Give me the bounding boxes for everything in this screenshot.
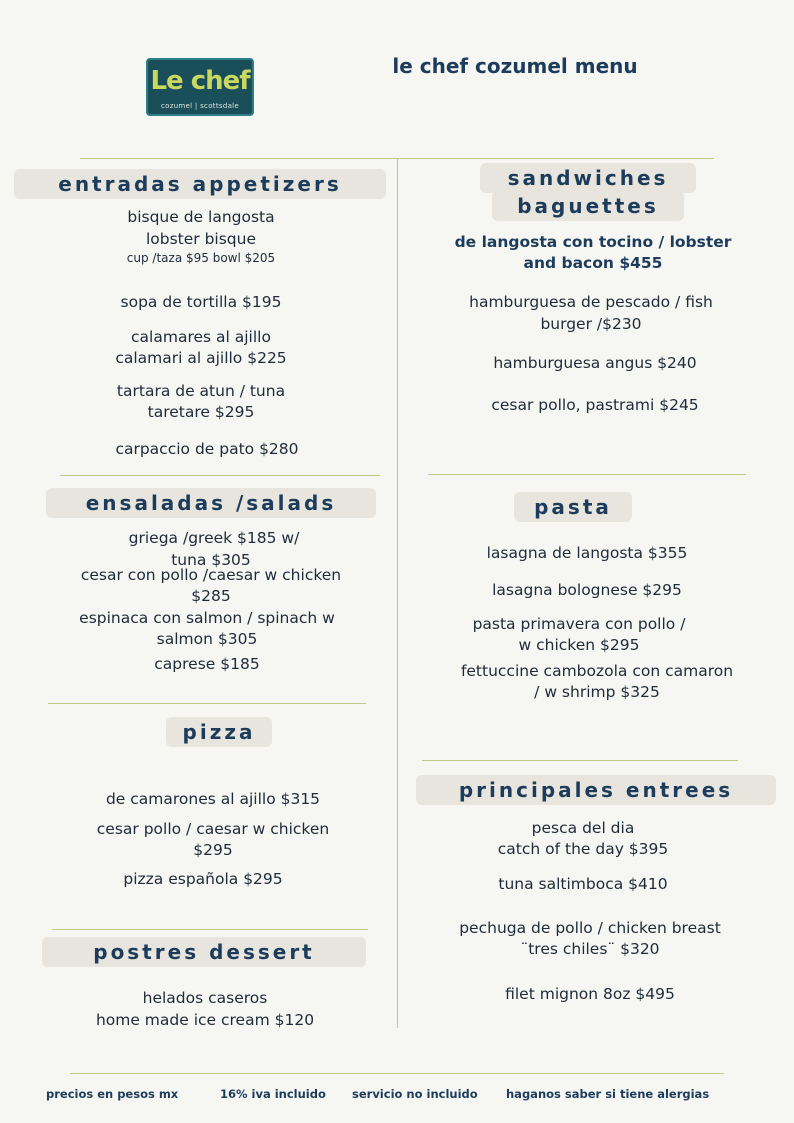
section-heading-ensaladas: ensaladas /salads [46,488,376,518]
menu-item: tuna $305 [171,551,251,569]
column-divider [397,158,398,1028]
menu-item: $285 [191,587,231,605]
menu-item: catch of the day $395 [497,840,669,858]
footer-tax-note: 16% iva incluido [220,1087,326,1101]
logo-subtitle: cozumel | scottsdale [160,102,240,110]
logo [146,58,254,116]
menu-item: tartara de atun / tuna [116,382,286,400]
section-heading-entradas: entradas appetizers [14,169,386,199]
menu-item: cesar pollo / caesar w chicken [96,820,330,838]
footer-allergy-note: haganos saber si tiene alergias [506,1087,710,1101]
menu-item: cesar con pollo /caesar w chicken [80,566,342,584]
footer-service-note: servicio no incluido [352,1087,478,1101]
section-heading-principales: principales entrees [416,775,776,805]
menu-item: salmon $305 [156,630,258,648]
menu-item: lobster bisque [145,230,257,248]
menu-item: $295 [193,841,233,859]
menu-item: tuna saltimboca $410 [498,875,668,893]
menu-item: ¨tres chiles¨ $320 [520,940,660,958]
section-heading-postres: postres dessert [42,937,366,967]
bottom-divider [70,1073,724,1074]
featured-menu-item: de langosta con tocino / lobster [454,233,732,251]
menu-item: taretare $295 [147,403,255,421]
menu-item: lasagna de langosta $355 [486,544,688,562]
menu-item: pizza española $295 [123,870,283,888]
divider-left-1 [60,475,380,476]
menu-item: cesar pollo, pastrami $245 [491,396,699,414]
section-heading-sandwiches: sandwiches [480,163,696,193]
menu-item: calamari al ajillo $225 [115,349,287,367]
menu-item: caprese $185 [154,655,260,673]
divider-right-2 [422,760,738,761]
menu-item: fettuccine cambozola con camaron [460,662,734,680]
menu-item: lasagna bolognese $295 [492,581,682,599]
featured-menu-item: and bacon $455 [523,254,663,272]
menu-item: espinaca con salmon / spinach w [79,609,335,627]
menu-item: calamares al ajillo [131,328,271,346]
section-heading-pasta: pasta [514,492,632,522]
menu-item: hamburguesa angus $240 [493,354,697,372]
logo-wordmark: Le chef [150,66,250,96]
menu-item: carpaccio de pato $280 [115,440,299,458]
menu-item: pesca del dia [531,819,635,837]
menu-item: burger /$230 [540,315,642,333]
menu-item: pechuga de pollo / chicken breast [459,919,721,937]
menu-item: / w shrimp $325 [534,683,660,701]
menu-item: hamburguesa de pescado / fish [469,293,713,311]
menu-item: helados caseros [142,989,268,1007]
menu-item: filet mignon 8oz $495 [505,985,675,1003]
divider-left-3 [52,929,368,930]
menu-item: bisque de langosta [127,208,275,226]
menu-item: w chicken $295 [518,636,640,654]
menu-item: de camarones al ajillo $315 [105,790,321,808]
menu-item: home made ice cream $120 [95,1011,315,1029]
menu-item: griega /greek $185 w/ [128,529,300,547]
divider-right-1 [428,474,746,475]
menu-item: pasta primavera con pollo / [472,615,686,633]
section-heading-pizza: pizza [166,717,272,747]
menu-item-price-note: cup /taza $95 bowl $205 [126,251,276,265]
divider-left-2 [48,703,366,704]
footer-currency-note: precios en pesos mx [46,1087,179,1101]
section-heading-baguettes: baguettes [492,191,684,221]
menu-item: sopa de tortilla $195 [120,293,282,311]
page-title: le chef cozumel menu [392,54,638,78]
